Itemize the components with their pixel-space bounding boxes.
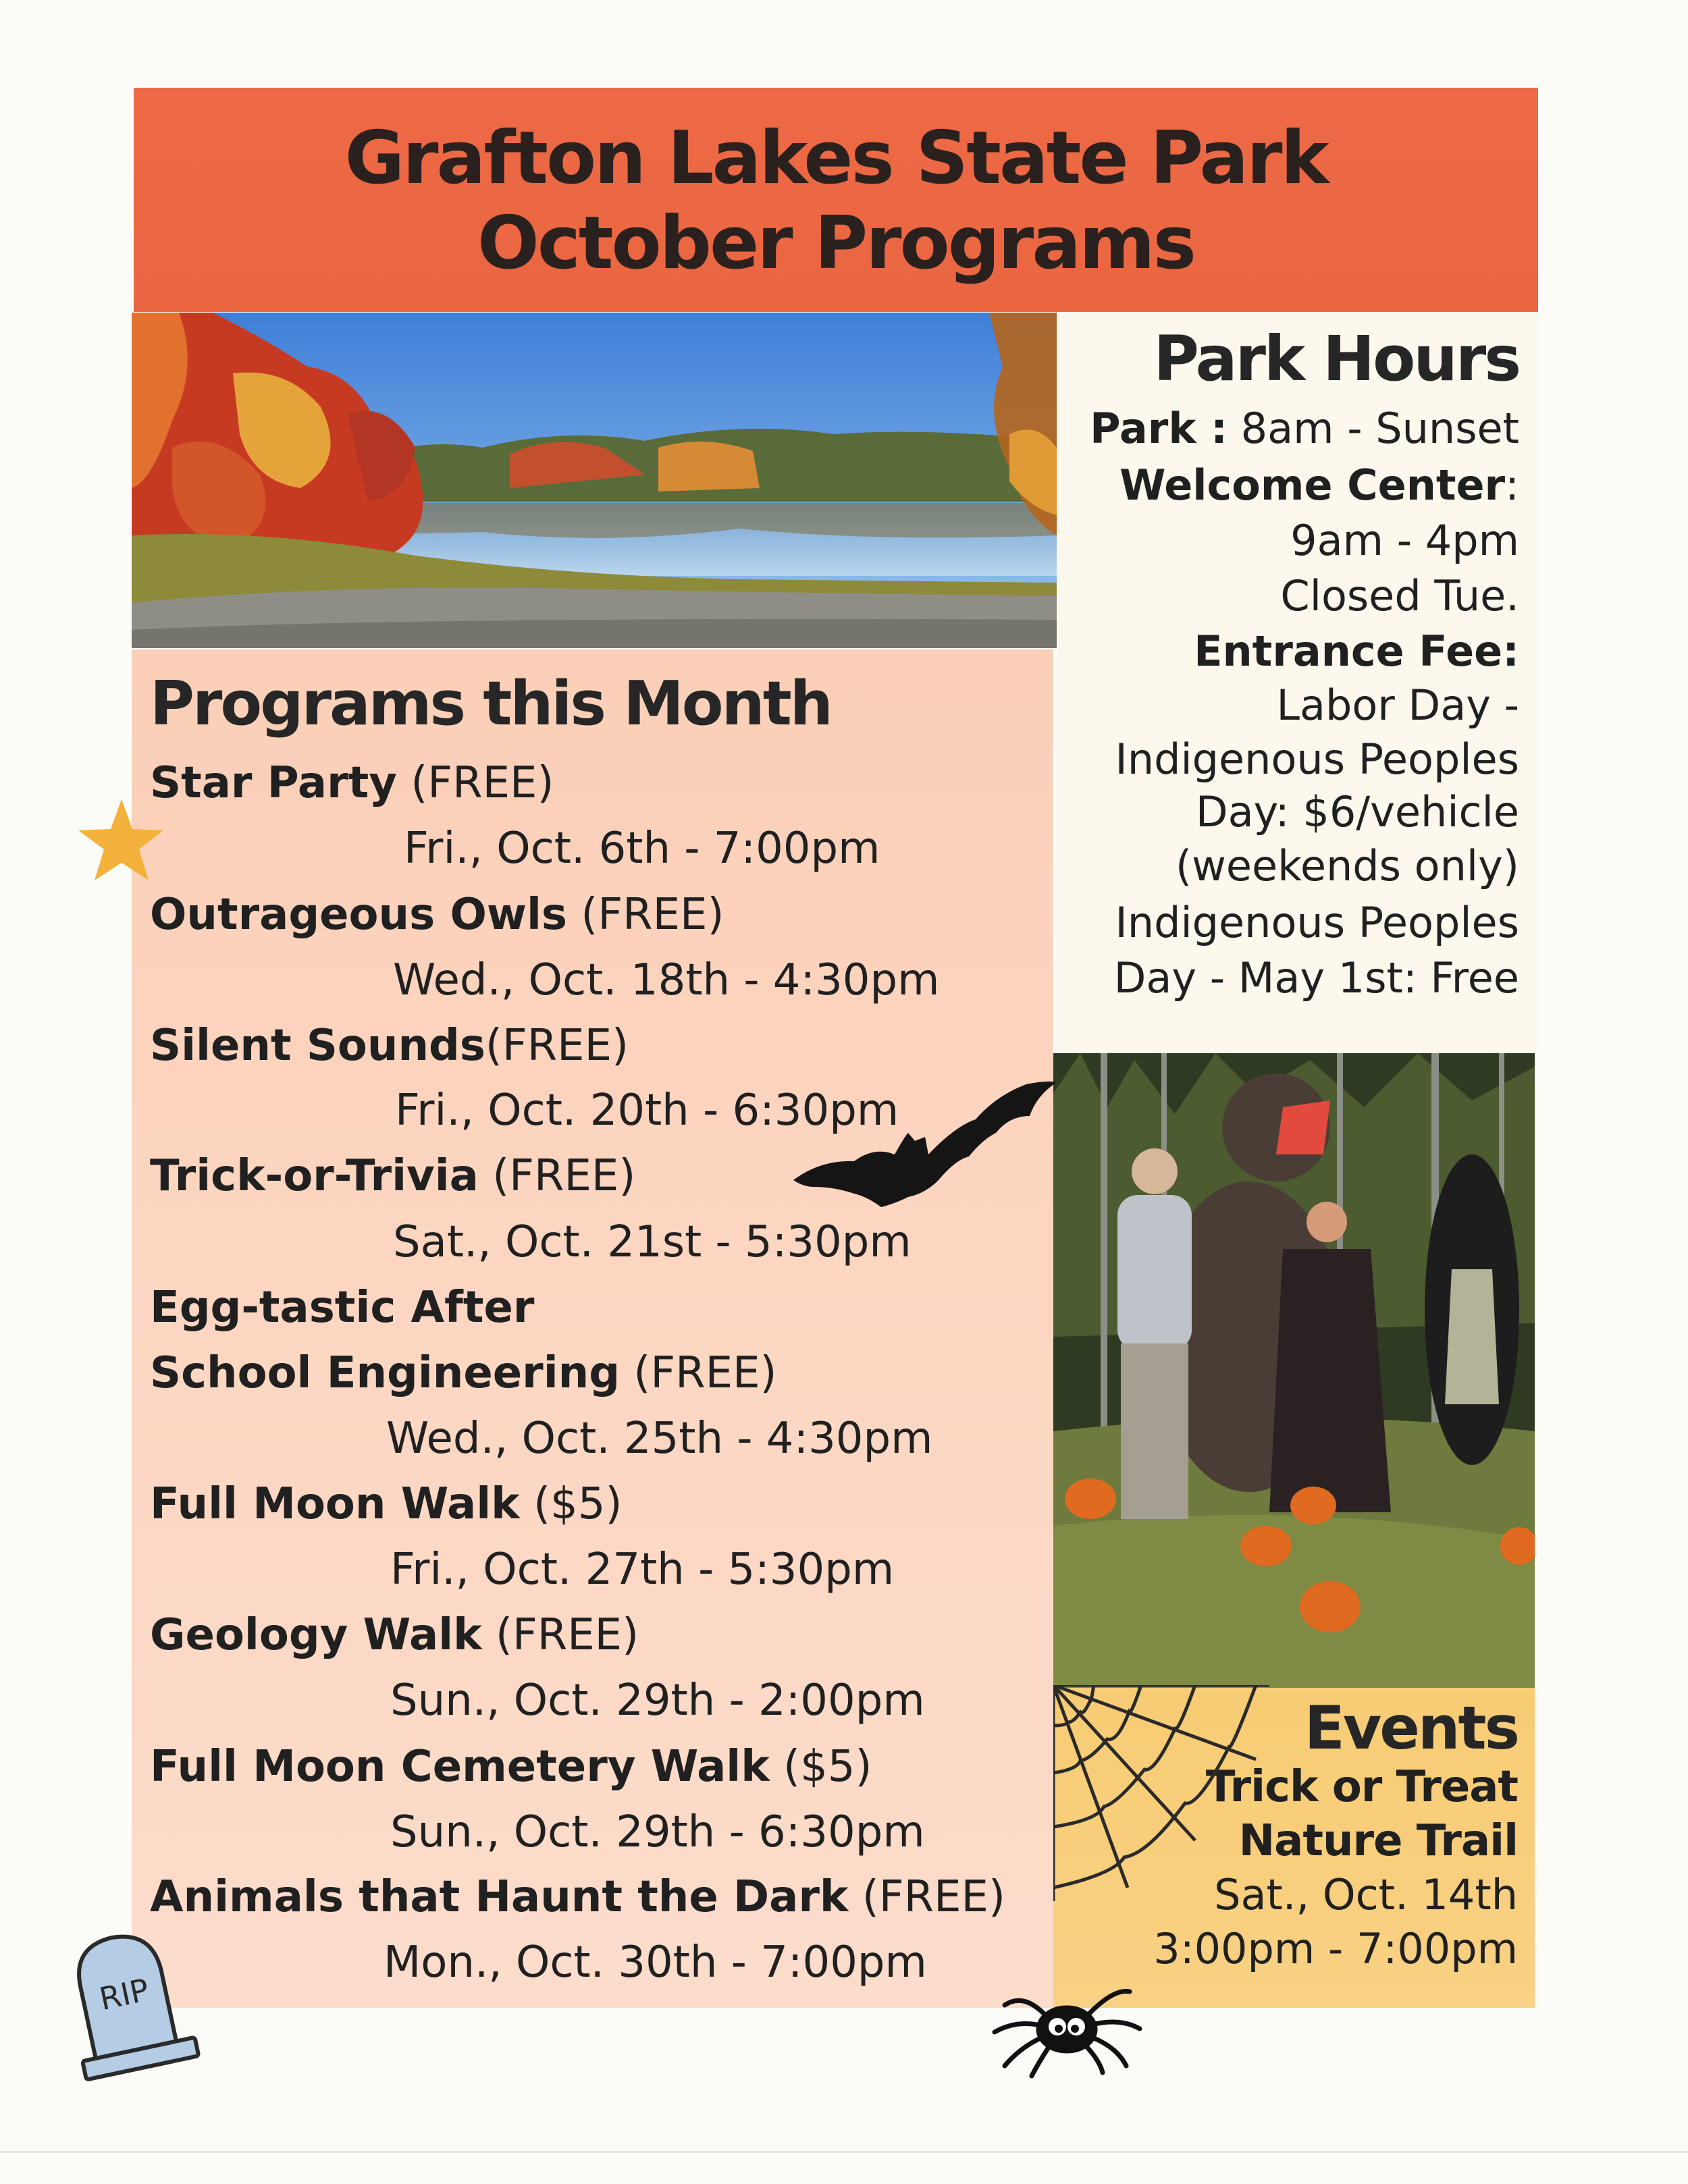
entrance-fee-label: Entrance Fee:	[1194, 627, 1519, 676]
event-name: Nature Trail	[1238, 1816, 1518, 1866]
entrance-fee-line: (weekends only)	[1175, 841, 1519, 890]
entrance-fee-line: Indigenous Peoples	[1115, 898, 1519, 947]
spider-web-icon	[1053, 1685, 1269, 1901]
program-date: Mon., Oct. 30th - 7:00pm	[384, 1938, 927, 1988]
event-time: 3:00pm - 7:00pm	[1153, 1924, 1518, 1973]
program-name: Geology Walk (FREE)	[150, 1610, 639, 1660]
program-date: Fri., Oct. 27th - 5:30pm	[390, 1545, 895, 1595]
program-date: Fri., Oct. 6th - 7:00pm	[404, 824, 880, 874]
page-title: Grafton Lakes State Park	[344, 116, 1327, 201]
page-divider	[0, 2151, 1688, 2153]
costume-photo	[1053, 1053, 1535, 1688]
program-date: Sun., Oct. 29th - 6:30pm	[390, 1807, 925, 1857]
star-icon	[73, 795, 167, 890]
bat-icon	[793, 1079, 1057, 1214]
park-hours-title: Park Hours	[1153, 323, 1519, 395]
program-name: Star Party (FREE)	[150, 758, 554, 808]
program-date: Wed., Oct. 18th - 4:30pm	[393, 955, 940, 1005]
welcome-center-closed: Closed Tue.	[1280, 571, 1519, 620]
program-name: School Engineering (FREE)	[150, 1348, 777, 1398]
welcome-center-label: Welcome Center:	[1119, 460, 1519, 510]
events-title: Events	[1304, 1693, 1518, 1763]
program-date: Fri., Oct. 20th - 6:30pm	[395, 1086, 899, 1136]
program-date: Wed., Oct. 25th - 4:30pm	[386, 1414, 933, 1464]
event-name: Trick or Treat	[1205, 1762, 1518, 1812]
program-date: Sun., Oct. 29th - 2:00pm	[390, 1676, 925, 1726]
program-name: Outrageous Owls (FREE)	[150, 890, 724, 940]
program-name: Full Moon Walk ($5)	[150, 1479, 623, 1529]
program-name: Trick-or-Trivia (FREE)	[150, 1151, 636, 1201]
lake-photo	[132, 313, 1057, 648]
entrance-fee-line: Day - May 1st: Free	[1113, 953, 1519, 1003]
program-name: Full Moon Cemetery Walk ($5)	[150, 1742, 872, 1792]
event-date: Sat., Oct. 14th	[1214, 1870, 1518, 1919]
programs-heading: Programs this Month	[150, 668, 831, 739]
program-name: Silent Sounds(FREE)	[150, 1021, 629, 1071]
tombstone-text: RIP	[96, 1971, 153, 2018]
entrance-fee-line: Indigenous Peoples	[1115, 735, 1519, 784]
page-subtitle: October Programs	[477, 201, 1194, 286]
entrance-fee-line: Day: $6/vehicle	[1195, 787, 1519, 836]
header-banner	[134, 88, 1538, 312]
entrance-fee-line: Labor Day -	[1276, 681, 1519, 730]
program-date: Sat., Oct. 21st - 5:30pm	[393, 1217, 912, 1267]
spider-icon	[984, 1965, 1146, 2079]
program-name-line: Egg-tastic After	[150, 1283, 535, 1333]
program-name: Animals that Haunt the Dark (FREE)	[150, 1872, 1005, 1922]
tombstone-icon	[51, 1916, 213, 2085]
welcome-center-hours: 9am - 4pm	[1290, 516, 1519, 565]
park-hours-line: Park : 8am - Sunset	[1090, 404, 1519, 453]
